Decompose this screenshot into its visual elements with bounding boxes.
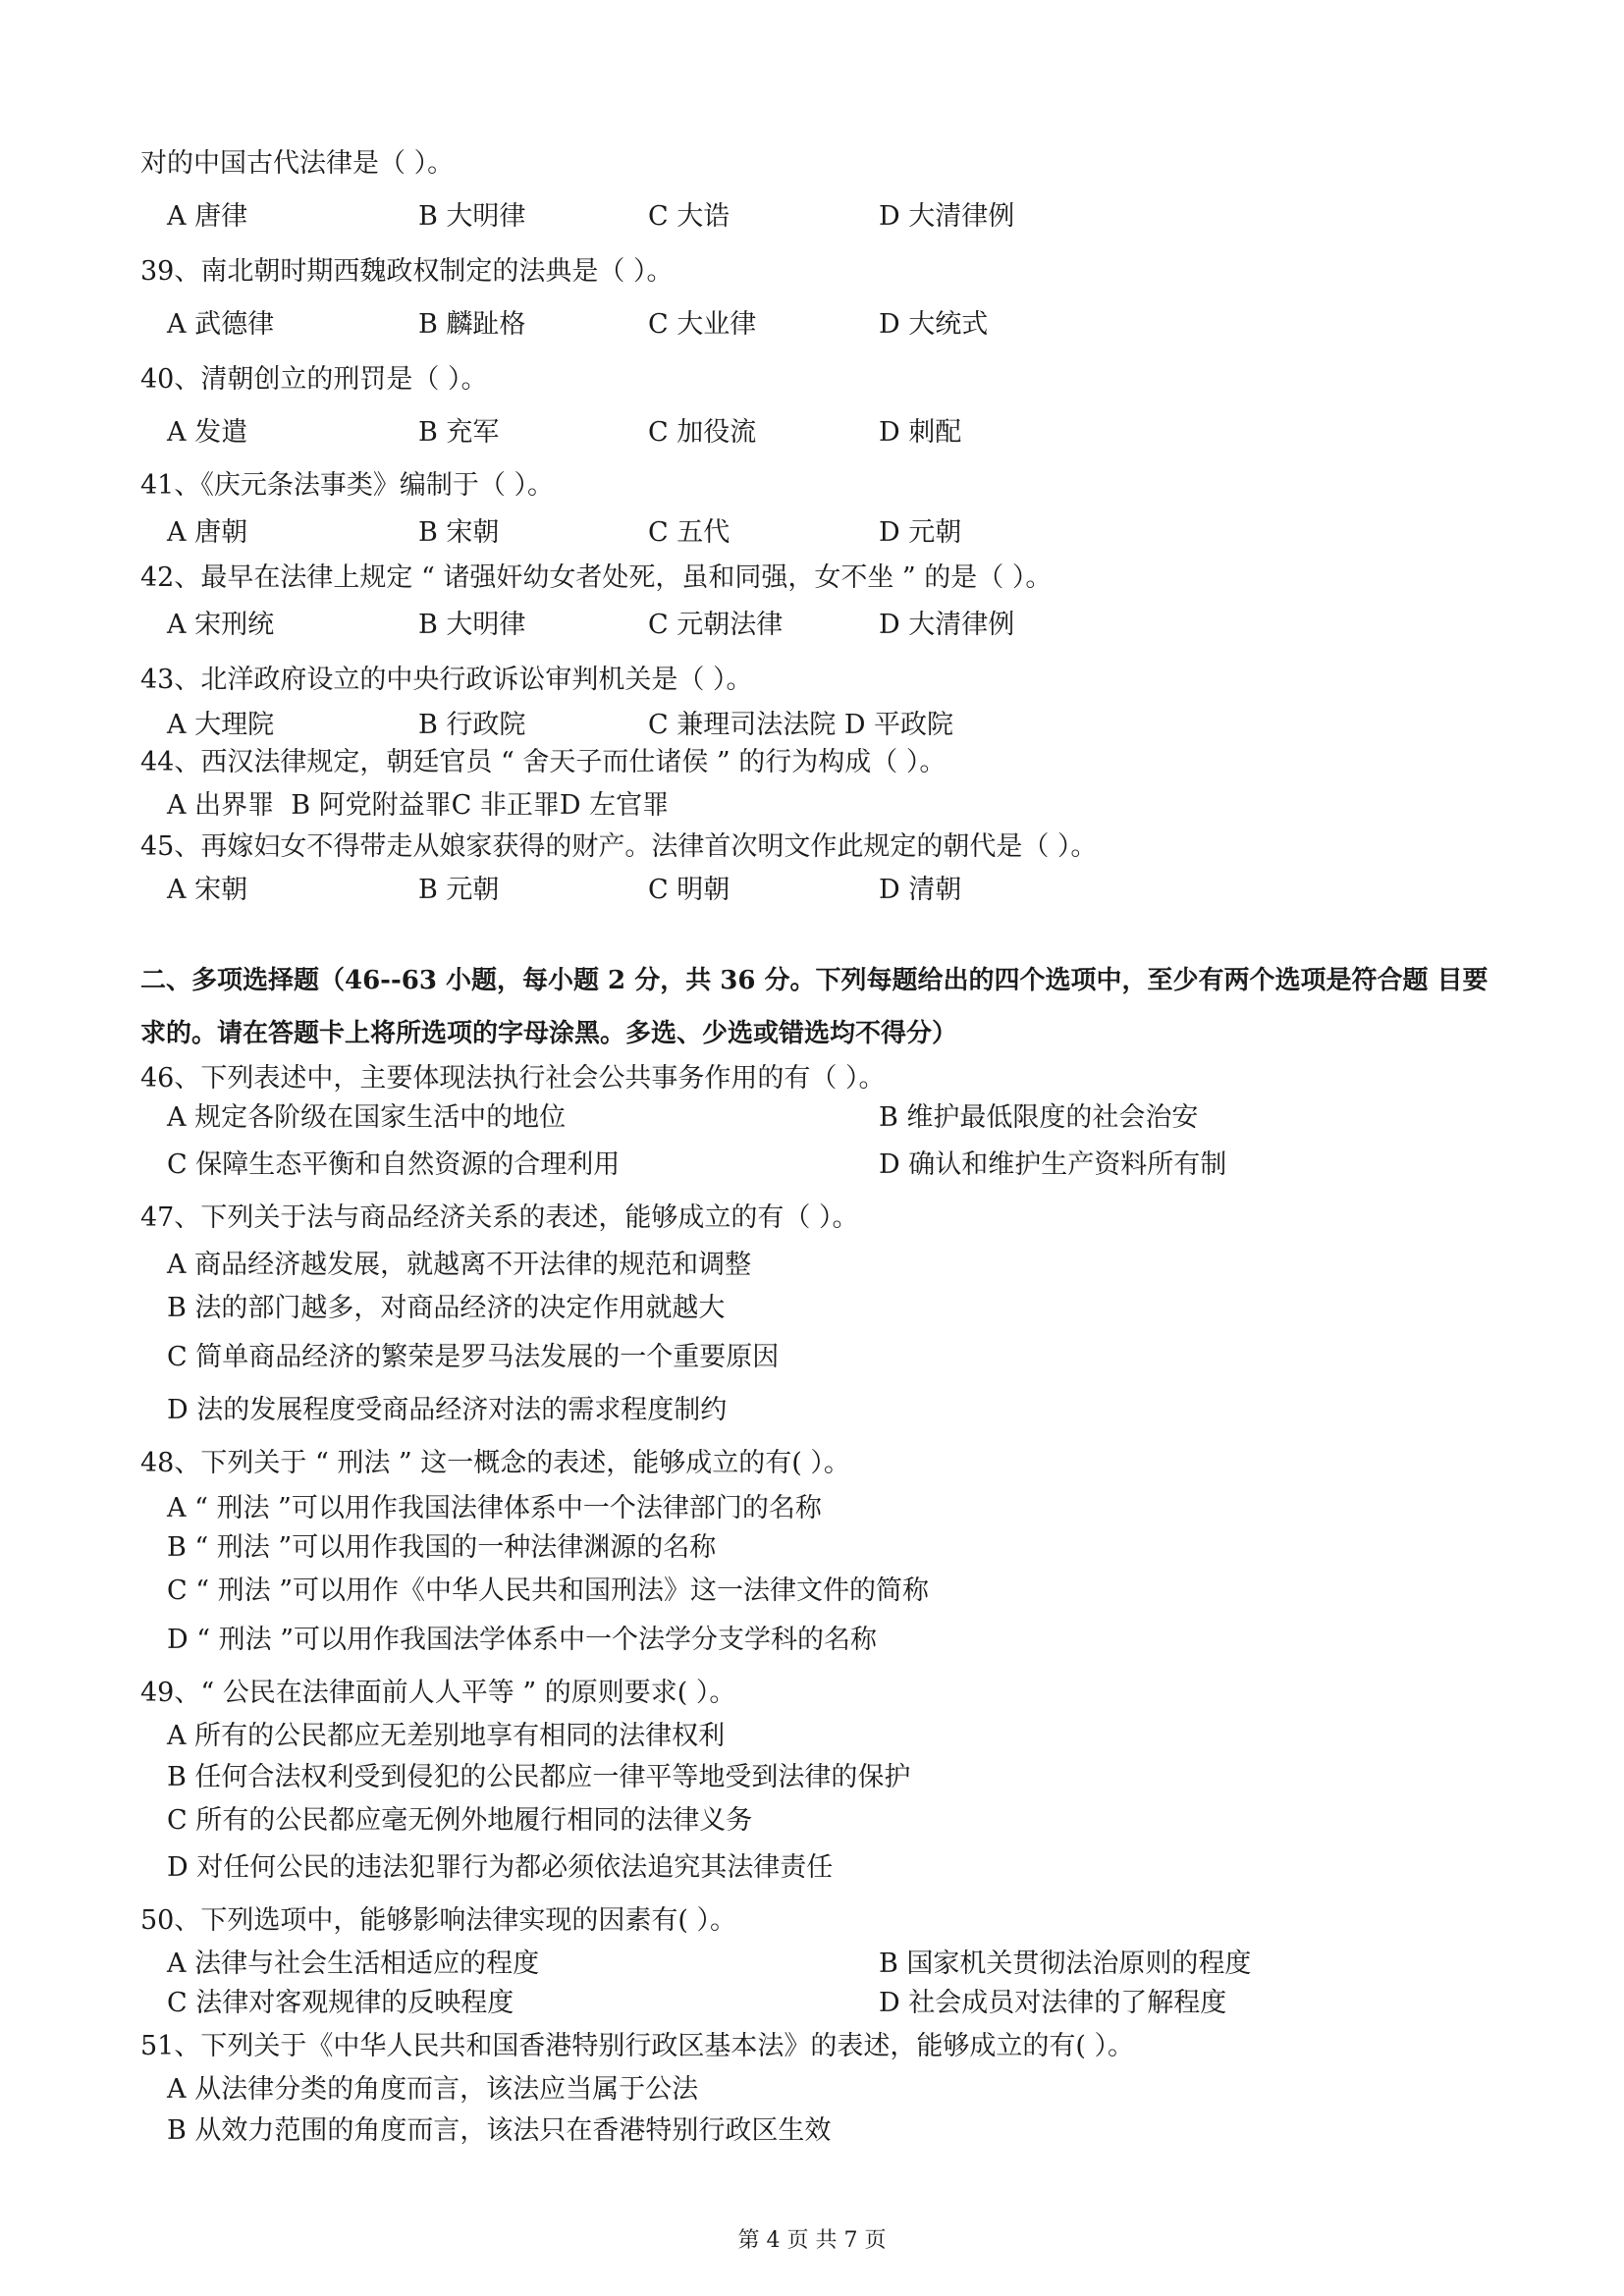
option-c: C 大诰 [648,201,731,232]
option-b: B 充军 [418,417,500,448]
option-b: B 元朝 [418,875,500,905]
option-b: B 国家机关贯彻法治原则的程度 [879,1949,1252,1979]
section-heading-cont: 求的。请在答题卡上将所选项的字母涂黑。多选、少选或错选均不得分） [140,1019,958,1048]
option-a: A 唐律 [167,201,248,232]
option-d: D 刺配 [879,417,962,448]
question-stem: 44、西汉法律规定，朝廷官员 “ 舍天子而仕诸侯 ” 的行为构成（ ）。 [140,747,947,777]
option-a: A 商品经济越发展，就越离不开法律的规范和调整 [167,1250,752,1280]
option-b: B 宋朝 [418,517,500,548]
option-b: B 大明律 [418,201,526,232]
option-a: A 从法律分类的角度而言，该法应当属于公法 [167,2074,699,2105]
question-stem: 对的中国古代法律是（ ）。 [140,148,455,179]
option-a: A 宋朝 [167,875,248,905]
option-a: A 规定各阶级在国家生活中的地位 [167,1102,567,1133]
question-stem: 48、下列关于 “ 刑法 ” 这一概念的表述，能够成立的有( ）。 [140,1448,850,1478]
option-d: D 大清律例 [879,610,1015,640]
option-b: B 法的部门越多，对商品经济的决定作用就越大 [167,1293,726,1323]
question-stem: 41、《庆元条法事类》编制于（ ）。 [140,470,554,501]
option-a: A 唐朝 [167,517,248,548]
option-d: D 清朝 [879,875,962,905]
option-line: A 出界罪 B 阿党附益罪C 非正罪D 左官罪 [167,790,670,821]
option-d: D “ 刑法 ”可以用作我国法学体系中一个法学分支学科的名称 [167,1625,878,1655]
question-stem: 46、下列表述中，主要体现法执行社会公共事务作用的有（ ）。 [140,1063,886,1094]
option-a: A 法律与社会生活相适应的程度 [167,1949,540,1979]
question-stem: 40、清朝创立的刑罚是（ ）。 [140,364,488,395]
option-a: A 发遣 [167,417,248,448]
option-d: D 确认和维护生产资料所有制 [879,1149,1227,1180]
option-c-d: C 兼理司法法院 D 平政院 [648,710,954,740]
option-a: A “ 刑法 ”可以用作我国法律体系中一个法律部门的名称 [167,1493,822,1523]
option-d: D 大清律例 [879,201,1015,232]
option-a: A 大理院 [167,710,275,740]
option-a: A 宋刑统 [167,610,275,640]
option-d: D 社会成员对法律的了解程度 [879,1988,1227,2018]
option-a: A 所有的公民都应无差别地享有相同的法律权利 [167,1721,726,1751]
option-c: C 所有的公民都应毫无例外地履行相同的法律义务 [167,1805,753,1836]
option-b: B 大明律 [418,610,526,640]
option-d: D 法的发展程度受商品经济对法的需求程度制约 [167,1395,728,1425]
option-d: D 元朝 [879,517,962,548]
option-b: B 任何合法权利受到侵犯的公民都应一律平等地受到法律的保护 [167,1762,911,1792]
option-b: B “ 刑法 ”可以用作我国的一种法律渊源的名称 [167,1532,717,1563]
question-stem: 51、下列关于《中华人民共和国香港特别行政区基本法》的表述，能够成立的有( ）。 [140,2031,1134,2061]
option-a: A 武德律 [167,309,275,340]
option-b: B 麟趾格 [418,309,526,340]
question-stem: 45、再嫁妇女不得带走从娘家获得的财产。法律首次明文作此规定的朝代是（ ）。 [140,831,1098,862]
section-heading: 二、多项选择题（46--63 小题，每小题 2 分，共 36 分。下列每题给出的四个选项中，至少有两个选项是符合题 目要 [140,966,1489,995]
question-stem: 43、北洋政府设立的中央行政诉讼审判机关是（ ）。 [140,665,753,695]
option-c: C 加役流 [648,417,757,448]
option-c: C “ 刑法 ”可以用作《中华人民共和国刑法》这一法律文件的简称 [167,1575,930,1606]
question-stem: 42、最早在法律上规定 “ 诸强奸幼女者处死，虽和同强，女不坐 ” 的是（ ）。 [140,562,1053,593]
question-stem: 49、“ 公民在法律面前人人平等 ” 的原则要求( ）。 [140,1678,736,1708]
option-d: D 大统式 [879,309,989,340]
option-b: B 维护最低限度的社会治安 [879,1102,1199,1133]
page-number: 第 4 页 共 7 页 [737,2228,887,2253]
option-c: C 简单商品经济的繁荣是罗马法发展的一个重要原因 [167,1342,780,1372]
option-c: C 明朝 [648,875,731,905]
question-stem: 47、下列关于法与商品经济关系的表述，能够成立的有（ ）。 [140,1202,859,1233]
question-stem: 39、南北朝时期西魏政权制定的法典是（ ）。 [140,256,674,287]
option-d: D 对任何公民的违法犯罪行为都必须依法追究其法律责任 [167,1852,834,1883]
option-c: C 五代 [648,517,731,548]
option-c: C 保障生态平衡和自然资源的合理利用 [167,1149,621,1180]
option-b: B 行政院 [418,710,526,740]
option-c: C 法律对客观规律的反映程度 [167,1988,514,2018]
option-b: B 从效力范围的角度而言，该法只在香港特别行政区生效 [167,2115,832,2146]
option-c: C 大业律 [648,309,757,340]
question-stem: 50、下列选项中，能够影响法律实现的因素有( ）。 [140,1905,736,1936]
option-c: C 元朝法律 [648,610,784,640]
